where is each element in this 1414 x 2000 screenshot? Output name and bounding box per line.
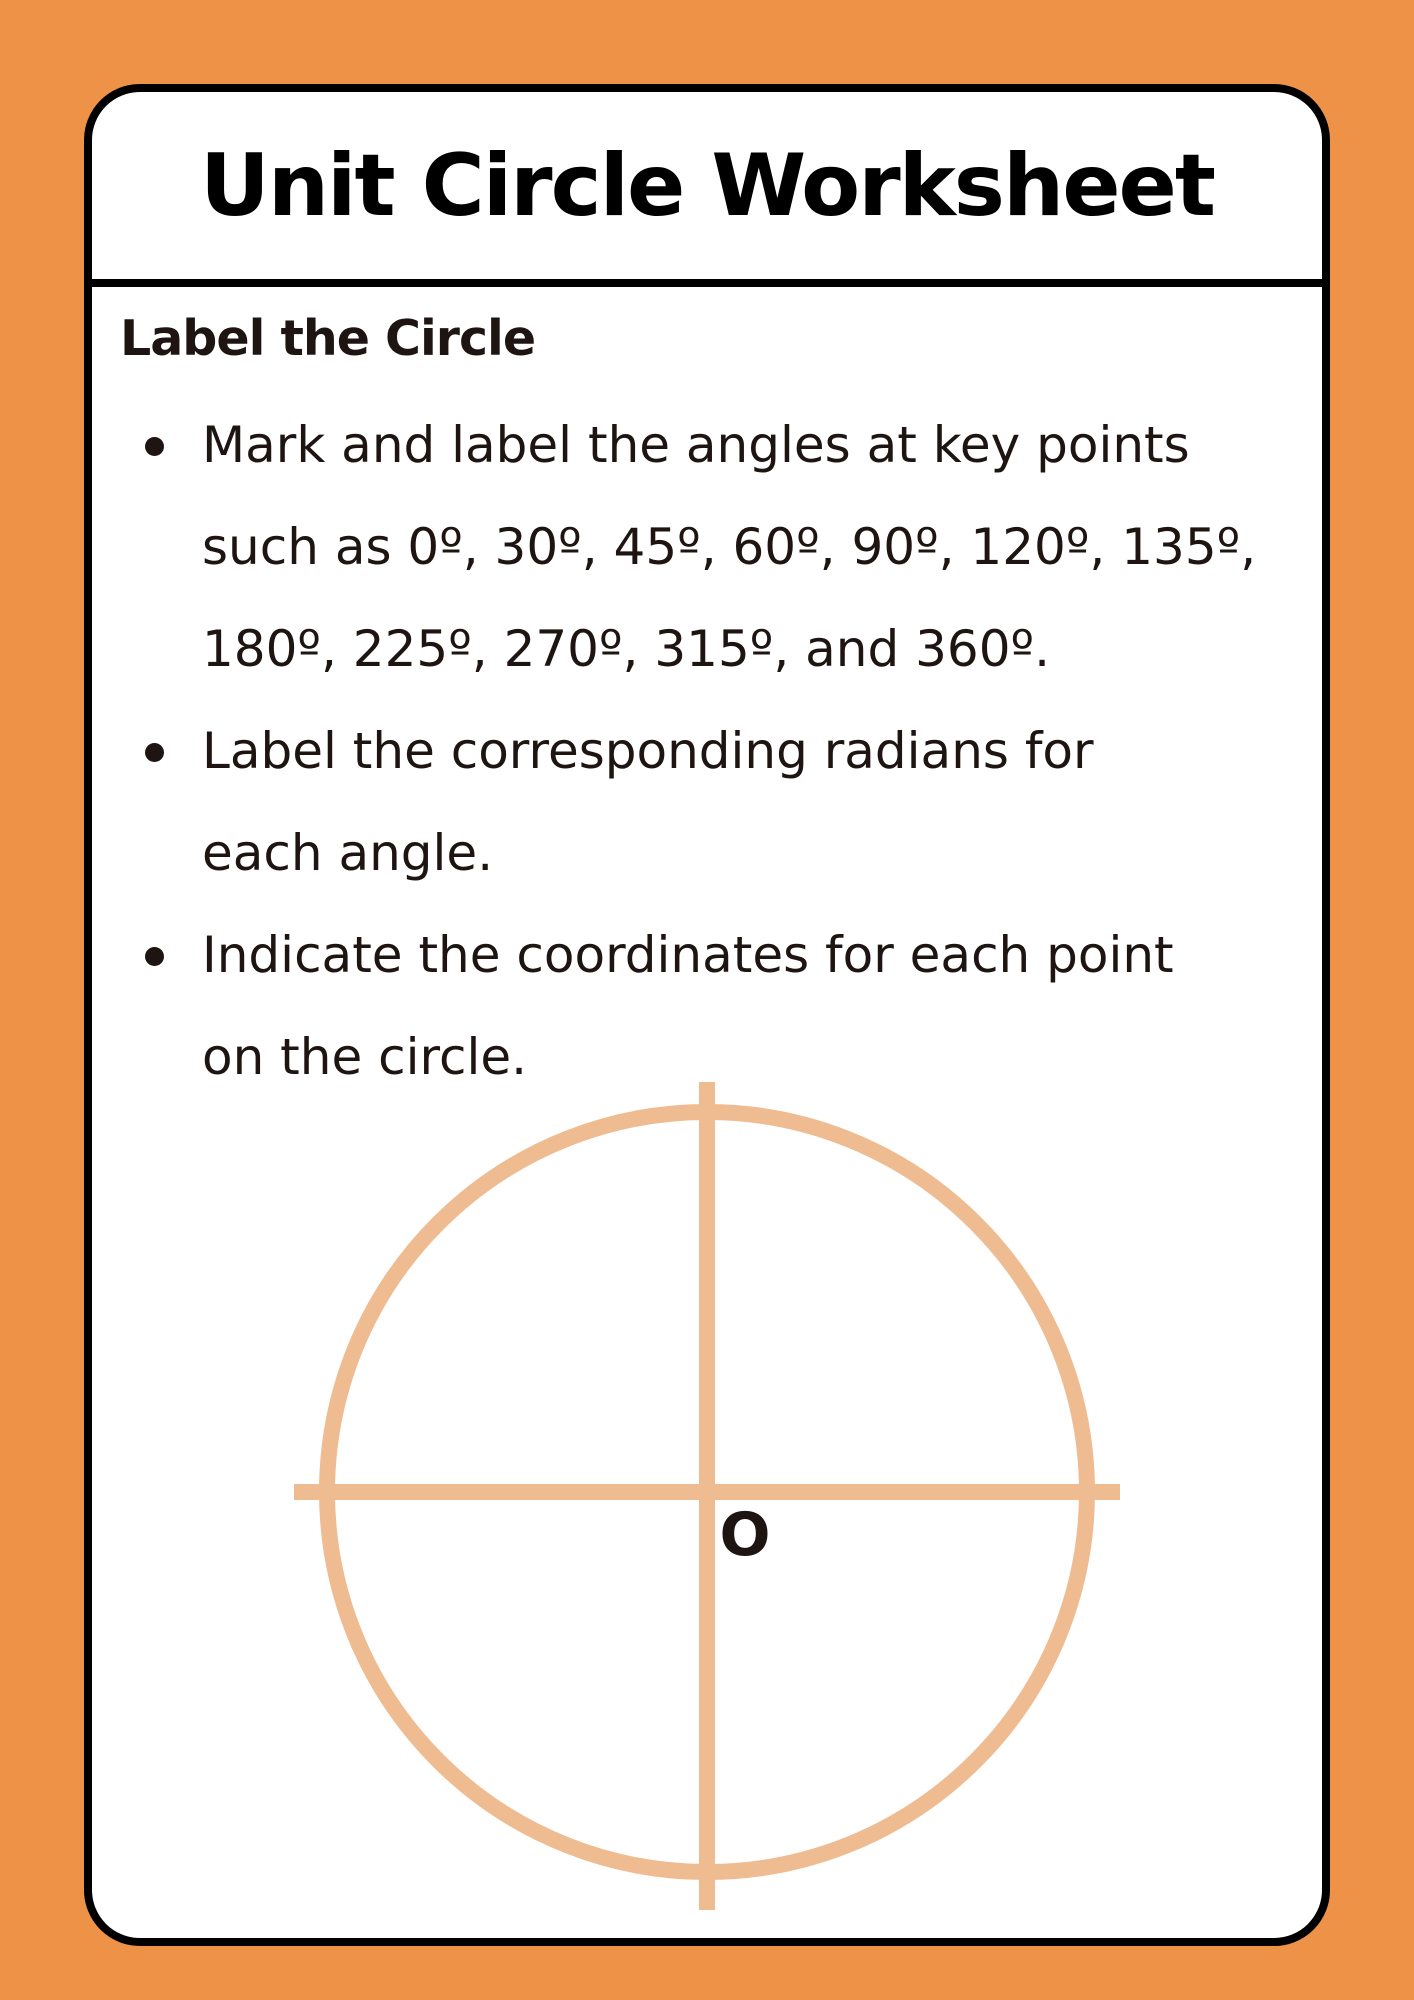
instruction-list [202, 394, 1282, 1108]
instruction-line: Label the corresponding radians for [202, 722, 1094, 780]
instruction-line: 180º, 225º, 270º, 315º, and 360º. [202, 620, 1050, 678]
section-heading: Label the Circle [120, 310, 536, 367]
origin-label: O [719, 1500, 771, 1570]
instruction-line: each angle. [202, 824, 494, 882]
bullet-icon [145, 437, 164, 456]
bullet-icon [145, 743, 164, 762]
worksheet-card [84, 84, 1330, 1946]
instruction-line: such as 0º, 30º, 45º, 60º, 90º, 120º, 135º, [202, 518, 1257, 576]
instruction-line: on the circle. [202, 1028, 527, 1086]
page-title: Unit Circle Worksheet [200, 135, 1214, 236]
instruction-item-angles [202, 394, 1282, 700]
instruction-line: Indicate the coordinates for each point [202, 926, 1174, 984]
instruction-item-coordinates [202, 904, 1282, 1108]
unit-circle [327, 1112, 1087, 1872]
bullet-icon [145, 947, 164, 966]
instruction-line: Mark and label the angles at key points [202, 416, 1190, 474]
title-bar [92, 92, 1322, 287]
instruction-item-radians [202, 700, 1282, 904]
